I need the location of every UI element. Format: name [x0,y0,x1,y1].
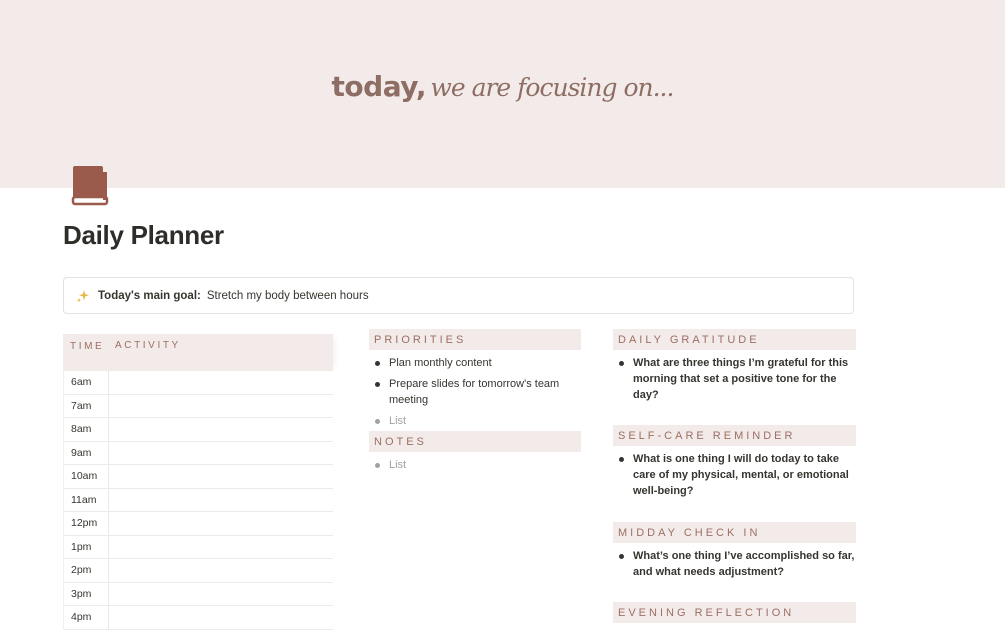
schedule-header [63,334,333,371]
time-cell[interactable]: 12pm [64,512,109,535]
time-cell[interactable]: 11am [64,489,109,512]
gratitude-heading: DAILY GRATITUDE [613,329,856,350]
time-cell[interactable]: 3pm [64,583,109,606]
column-header-activity[interactable]: ACTIVITY [115,340,181,351]
activity-cell[interactable] [109,442,333,465]
table-row [64,512,333,536]
main-goal-value[interactable]: Stretch my body between hours [206,289,369,302]
table-row [64,442,333,466]
list-item[interactable]: Prepare slides for tomorrow's team meeting [369,376,581,408]
midday-heading: MIDDAY CHECK IN [613,522,856,543]
activity-cell[interactable] [109,606,333,629]
activity-cell[interactable] [109,583,333,606]
selfcare-section [613,425,856,499]
cover-title-script: we are focusing on... [430,73,674,102]
list-placeholder[interactable]: List [369,413,581,429]
cover-title-bold: today, [331,70,426,103]
activity-cell[interactable] [109,418,333,441]
time-cell[interactable]: 6am [64,371,109,394]
table-row [64,395,333,419]
list-item[interactable]: What are three things I’m grateful for this morning that set a positive tone for the day? [613,355,856,403]
priorities-heading: PRIORITIES [369,329,581,350]
table-row [64,559,333,583]
table-row [64,489,333,513]
list-placeholder[interactable]: List [369,457,581,473]
table-row [64,583,333,607]
time-cell[interactable]: 4pm [64,606,109,629]
time-cell[interactable]: 9am [64,442,109,465]
time-cell[interactable]: 8am [64,418,109,441]
list-item[interactable]: Plan monthly content [369,355,581,371]
gratitude-list [613,355,856,403]
notes-heading: NOTES [369,431,581,452]
evening-heading: EVENING REFLECTION [613,602,856,623]
cover-banner [0,0,1005,188]
notes-section [369,431,581,473]
activity-cell[interactable] [109,559,333,582]
schedule-table [63,334,333,630]
gratitude-section [613,329,856,403]
evening-section [613,602,856,623]
activity-cell[interactable] [109,489,333,512]
list-item[interactable]: What’s one thing I’ve accomplished so far, and what needs adjustment? [613,548,856,580]
time-cell[interactable]: 10am [64,465,109,488]
list-item[interactable]: What is one thing I will do today to take care of my physical, mental, or emotional well-being? [613,451,856,499]
book-icon[interactable] [70,164,110,206]
notes-list [369,457,581,473]
table-row [64,536,333,560]
table-row [64,606,333,630]
column-header-time[interactable]: TIME [70,341,105,352]
activity-cell[interactable] [109,395,333,418]
activity-cell[interactable] [109,536,333,559]
activity-cell[interactable] [109,465,333,488]
activity-cell[interactable] [109,371,333,394]
time-cell[interactable]: 2pm [64,559,109,582]
midday-list [613,548,856,580]
table-row [64,418,333,442]
time-cell[interactable]: 1pm [64,536,109,559]
midday-section [613,522,856,580]
priorities-list [369,355,581,429]
sparkles-icon [76,289,90,303]
cover-title [0,70,1005,103]
table-row [64,371,333,395]
main-goal-callout[interactable] [63,277,854,314]
priorities-section [369,329,581,429]
page-title: Daily Planner [63,220,224,250]
activity-cell[interactable] [109,512,333,535]
selfcare-heading: SELF-CARE REMINDER [613,425,856,446]
schedule-body [63,371,333,630]
main-goal-label: Today's main goal: [98,289,201,302]
time-cell[interactable]: 7am [64,395,109,418]
table-row [64,465,333,489]
selfcare-list [613,451,856,499]
